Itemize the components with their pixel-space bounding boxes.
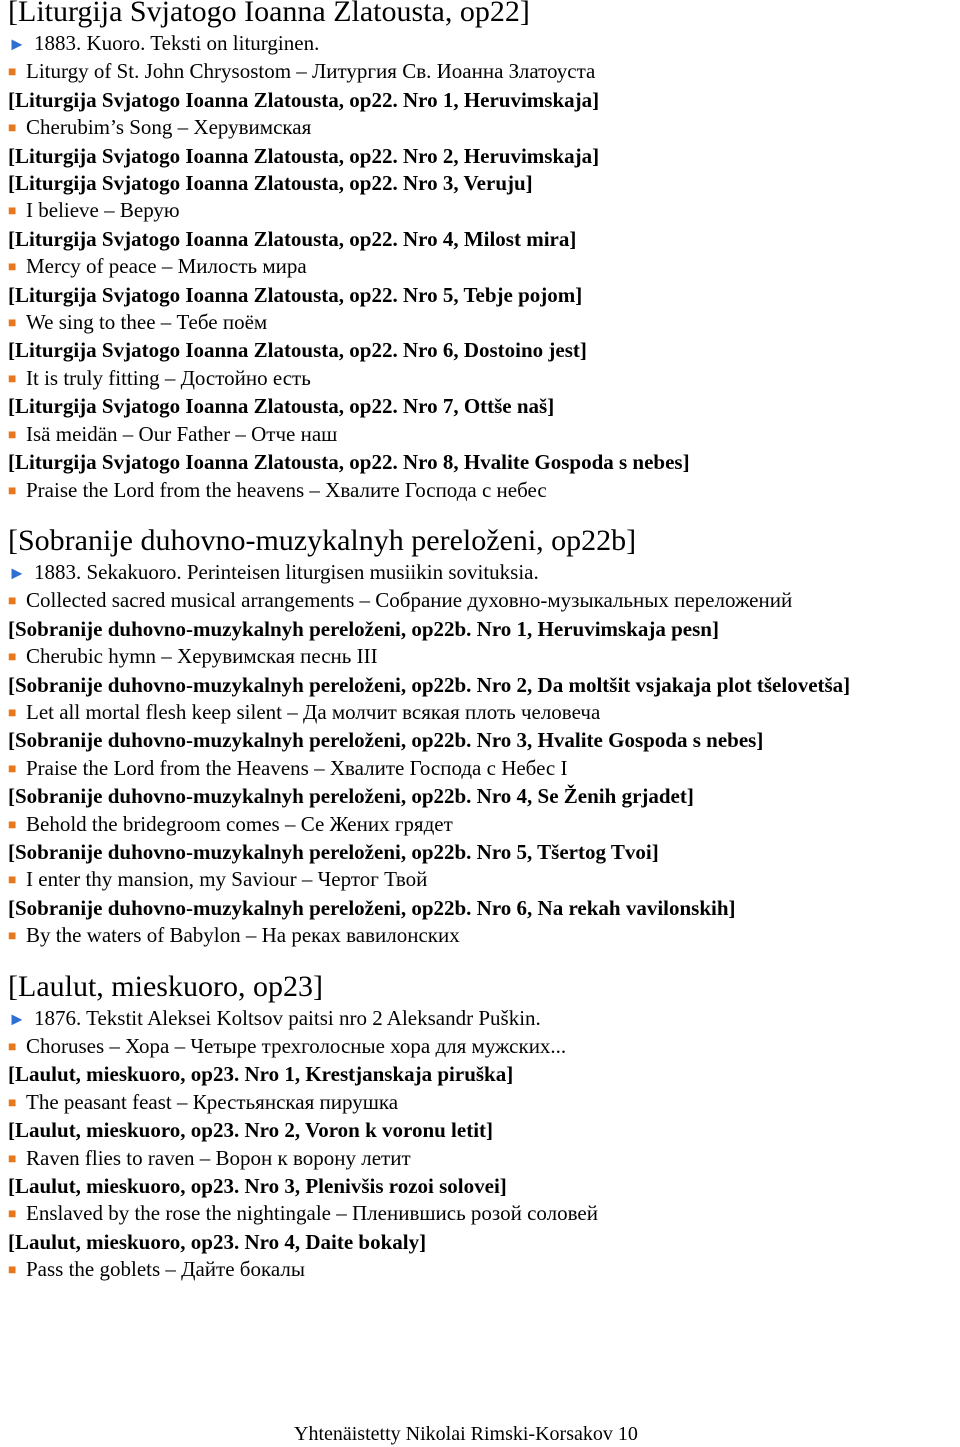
square-icon: ■: [8, 260, 17, 276]
square-icon: ■: [8, 650, 17, 666]
square-icon: ■: [8, 1207, 17, 1223]
item-title: I believe – Верую: [26, 198, 180, 223]
right-triangle-icon: ►: [8, 562, 26, 583]
item-title: Praise the Lord from the heavens – Хвалите Господа с небес: [26, 477, 547, 502]
item-heading: [Laulut, mieskuoro, op23. Nro 1, Krestjanskaja piruška]: [8, 1062, 514, 1087]
square-icon: ■: [8, 483, 17, 499]
item-title-line: [8, 365, 958, 393]
square-icon: ■: [8, 65, 17, 81]
item-heading: [Liturgija Svjatogo Ioanna Zlatousta, op22. Nro 1, Heruvimskaja]: [8, 87, 600, 112]
right-triangle-icon: ►: [8, 1008, 26, 1029]
item-heading: [Sobranije duhovno-muzykalnyh pereloženi, op22b. Nro 5, Tšertog Tvoi]: [8, 839, 659, 864]
section-op22b: [8, 523, 958, 951]
title-text: Liturgy of St. John Chrysostom – Литургия Св. Иоанна Златоуста: [26, 59, 596, 84]
item-heading: [Laulut, mieskuoro, op23. Nro 3, Plenivšis rozoi solovei]: [8, 1174, 507, 1199]
item-title: Let all mortal flesh keep silent – Да молчит всякая плоть человеча: [26, 699, 601, 724]
title-text: Choruses – Хора – Четыре трехголосные хора для мужских...: [26, 1034, 567, 1058]
item-title-line: [8, 197, 958, 225]
item-heading: [Sobranije duhovno-muzykalnyh pereloženi, op22b. Nro 3, Hvalite Gospoda s nebes]: [8, 728, 764, 753]
item-heading: [Liturgija Svjatogo Ioanna Zlatousta, op22. Nro 4, Milost mira]: [8, 226, 577, 251]
square-icon: ■: [8, 1263, 17, 1279]
square-icon: ■: [8, 371, 17, 387]
square-icon: ■: [8, 427, 17, 443]
square-icon: ■: [8, 705, 17, 721]
item-heading: [Liturgija Svjatogo Ioanna Zlatousta, op22. Nro 2, Heruvimskaja]: [8, 143, 600, 168]
square-icon: ■: [8, 1095, 17, 1111]
item-title: Cherubic hymn – Херувимская песнь III: [26, 644, 378, 669]
item-heading: [Liturgija Svjatogo Ioanna Zlatousta, op22. Nro 8, Hvalite Gospoda s nebes]: [8, 450, 690, 475]
item-heading: [Liturgija Svjatogo Ioanna Zlatousta, op22. Nro 3, Veruju]: [8, 171, 533, 196]
right-triangle-icon: ►: [8, 34, 26, 54]
item-title: I enter thy mansion, my Saviour – Чертог Твой: [26, 867, 428, 892]
square-icon: ■: [8, 316, 17, 332]
item-title-line: [8, 922, 958, 950]
square-icon: ■: [8, 873, 17, 889]
item-title-line: [8, 309, 958, 337]
info-text: 1883. Kuoro. Teksti on liturginen.: [34, 31, 320, 55]
item-title-line: [8, 811, 958, 839]
square-icon: ■: [8, 817, 17, 833]
item-title-line: [8, 755, 958, 783]
item-title-line: [8, 114, 958, 142]
item-heading: [Liturgija Svjatogo Ioanna Zlatousta, op22. Nro 7, Ottše naš]: [8, 394, 555, 419]
item-title-line: [8, 699, 958, 727]
item-title: Raven flies to raven – Ворон к ворону летит: [26, 1145, 411, 1170]
square-icon: ■: [8, 761, 17, 777]
title-line: [8, 1033, 958, 1061]
section-op22: [8, 0, 958, 505]
item-heading: [Sobranije duhovno-muzykalnyh pereloženi, op22b. Nro 2, Da moltšit vsjakaja plot tšelovetša]: [8, 672, 851, 697]
info-line: [8, 1005, 958, 1033]
item-heading: [Laulut, mieskuoro, op23. Nro 4, Daite bokaly]: [8, 1229, 427, 1254]
item-title-line: [8, 1145, 958, 1173]
item-title: Pass the goblets – Дайте бокалы: [26, 1257, 305, 1282]
title-line: [8, 587, 958, 615]
item-title-line: [8, 421, 958, 449]
info-line: [8, 30, 958, 58]
item-title: Enslaved by the rose the nightingale – Пленившись розой соловей: [26, 1201, 598, 1226]
section-heading: [Sobranije duhovno-muzykalnyh pereloženi, op22b]: [8, 523, 637, 557]
document-page: [8, 0, 958, 1303]
square-icon: ■: [8, 204, 17, 220]
section-heading: [Liturgija Svjatogo Ioanna Zlatousta, op22]: [8, 0, 530, 28]
item-title-line: [8, 866, 958, 894]
square-icon: ■: [8, 1151, 17, 1167]
square-icon: ■: [8, 1040, 17, 1055]
square-icon: ■: [8, 121, 17, 137]
page-footer: Yhtenäistetty Nikolai Rimski-Korsakov 10: [294, 1423, 638, 1445]
item-title: Isä meidän – Our Father – Отче наш: [26, 421, 338, 446]
item-heading: [Laulut, mieskuoro, op23. Nro 2, Voron k voronu letit]: [8, 1118, 494, 1143]
info-line: [8, 559, 958, 587]
section-op23: [8, 969, 958, 1285]
title-text: Collected sacred musical arrangements – Собрание духовно-музыкальных переложений: [26, 588, 793, 613]
item-title: By the waters of Babylon – На реках вавилонских: [26, 923, 460, 948]
item-title-line: [8, 477, 958, 505]
section-heading: [Laulut, mieskuoro, op23]: [8, 969, 323, 1003]
info-text: 1876. Tekstit Aleksei Koltsov paitsi nro 2 Aleksandr Puškin.: [34, 1005, 541, 1030]
square-icon: ■: [8, 929, 17, 945]
item-title: Behold the bridegroom comes – Се Жених грядет: [26, 811, 453, 836]
item-heading: [Sobranije duhovno-muzykalnyh pereloženi, op22b. Nro 6, Na rekah vavilonskih]: [8, 895, 736, 920]
item-title-line: [8, 1256, 958, 1284]
item-title: We sing to thee – Тебе поём: [26, 310, 268, 335]
item-title-line: [8, 643, 958, 671]
item-heading: [Liturgija Svjatogo Ioanna Zlatousta, op22. Nro 5, Tebje pojom]: [8, 282, 583, 307]
title-line: [8, 58, 958, 86]
item-title-line: [8, 253, 958, 281]
item-title: Praise the Lord from the Heavens – Хвалите Господа с Небес I: [26, 755, 568, 780]
item-heading: [Sobranije duhovno-muzykalnyh pereloženi, op22b. Nro 1, Heruvimskaja pesn]: [8, 616, 719, 641]
item-title-line: [8, 1200, 958, 1228]
item-title: It is truly fitting – Достойно есть: [26, 365, 311, 390]
info-text: 1883. Sekakuoro. Perinteisen liturgisen musiikin sovituksia.: [34, 559, 539, 584]
item-heading: [Sobranije duhovno-muzykalnyh pereloženi, op22b. Nro 4, Se Ženih grjadet]: [8, 784, 694, 809]
square-icon: ■: [8, 594, 17, 610]
item-heading: [Liturgija Svjatogo Ioanna Zlatousta, op22. Nro 6, Dostoino jest]: [8, 338, 587, 363]
item-title: The peasant feast – Крестьянская пирушка: [26, 1089, 399, 1114]
item-title-line: [8, 1089, 958, 1117]
item-title: Cherubim’s Song – Херувимская: [26, 115, 312, 140]
item-title: Mercy of peace – Милость мира: [26, 254, 307, 279]
